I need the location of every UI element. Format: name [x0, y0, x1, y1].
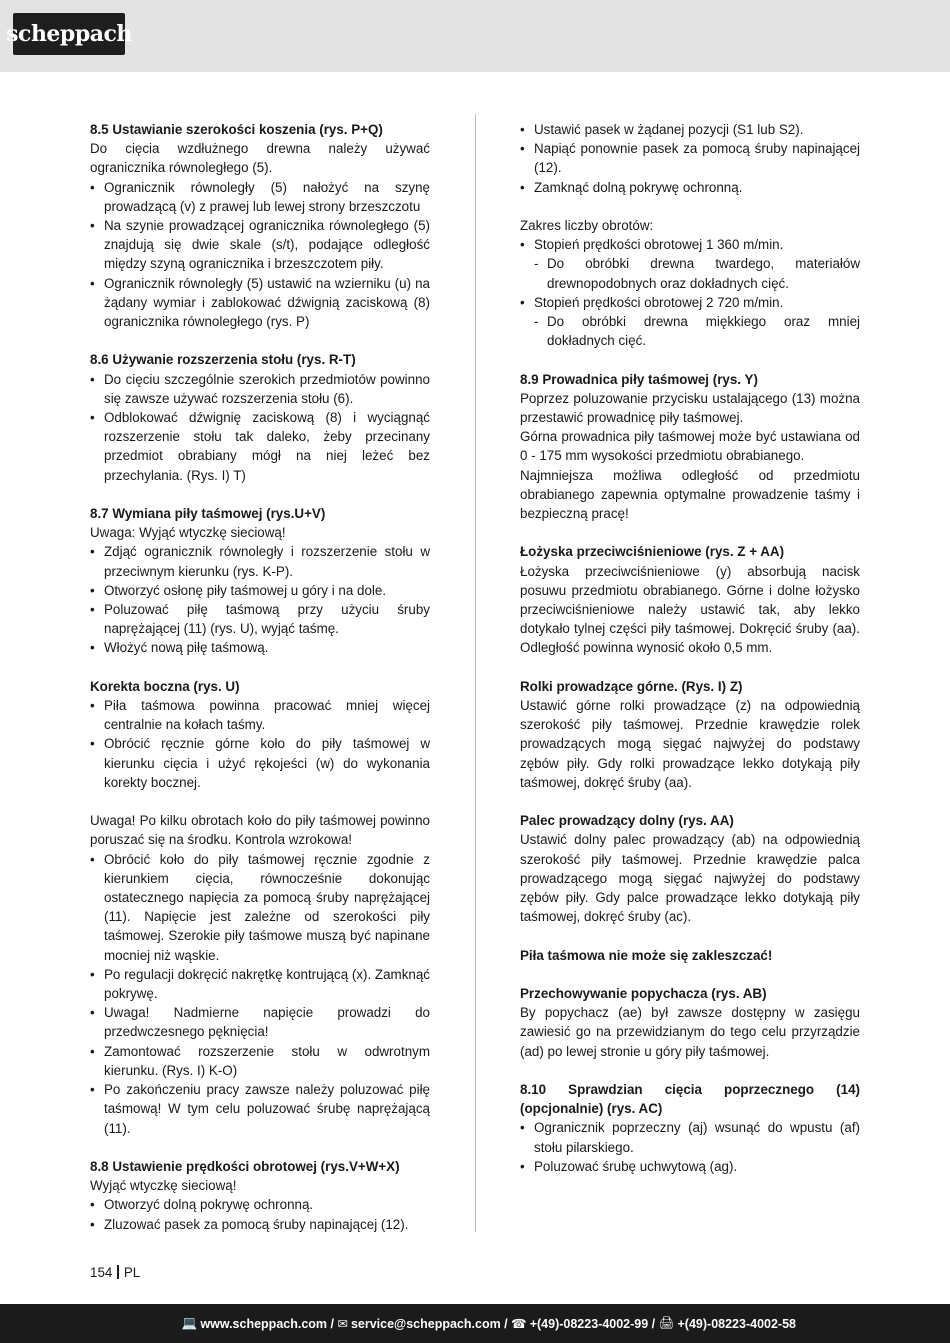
bullet-list-item: • Ogranicznik równoległy (5) ustawić na wzierniku (u) na żądany wymiar i zablokować dźwignią zaciskową (8) ogranicznika równoległego (rys. P) — [90, 274, 430, 332]
section-heading: Palec prowadzący dolny (rys. AA) — [520, 813, 734, 829]
page-language: PL — [123, 1265, 141, 1280]
footer-contact-bar: 💻 www.scheppach.com / ✉ service@scheppach.com / ☎ +(49)-08223-4002-99 / 🖨 +(49)-08223-4002-58 — [0, 1304, 950, 1343]
bullet-list-item: • Ustawić pasek w żądanej pozycji (S1 lub S2). — [520, 120, 860, 139]
bullet-list — [90, 850, 430, 1138]
footer-phone: +(49)-08223-4002-99 — [529, 1316, 649, 1331]
section-spacer — [520, 1061, 860, 1080]
section-heading: 8.8 Ustawienie prędkości obrotowej (rys.V+W+X) — [90, 1158, 400, 1174]
section-heading: Korekta boczna (rys. U) — [90, 678, 240, 694]
bullet-list-item: • Zamknąć dolną pokrywę ochronną. — [520, 178, 860, 197]
bullet-list-item: • Otworzyć osłonę piły taśmowej u góry i na dole. — [90, 581, 430, 600]
paragraph: By popychacz (ae) był zawsze dostępny w zasięgu zawiesić go na przewidzianym do tego celu przyrządzie (ad) po lewej stronie u góry piły taśmowej. — [520, 1005, 860, 1059]
bullet-list-item: • Poluzować śrubę uchwytową (ag). — [520, 1157, 860, 1176]
paragraph: Do cięcia wzdłużnego drewna należy używać ogranicznika równoległego (5). — [90, 141, 430, 176]
bullet-list — [520, 1118, 860, 1176]
left-column — [90, 120, 430, 1234]
page-separator — [117, 1265, 119, 1279]
section-heading: Łożyska przeciwciśnieniowe (rys. Z + AA) — [520, 544, 785, 560]
scheppach-logo: scheppach — [13, 13, 125, 55]
paragraph: Uwaga: Wyjąć wtyczkę sieciową! — [90, 525, 286, 541]
section-spacer — [90, 331, 430, 350]
bullet-list-item: • Odblokować dźwignię zaciskową (8) i wyciągnąć rozszerzenie stołu tak daleko, żeby przecinany przedmiot obrabiany mógł na niej leżeć bez przechylania. (Rys. I) T) — [90, 408, 430, 485]
paragraph: Wyjąć wtyczkę sieciową! — [90, 1178, 237, 1194]
bullet-list-item: • Otworzyć dolną pokrywę ochronną. — [90, 1195, 430, 1214]
bullet-list-item: • Zluzować pasek za pomocą śruby napinającej (12). — [90, 1215, 430, 1234]
section-spacer — [90, 1138, 430, 1157]
column-divider — [475, 114, 476, 1232]
bullet-list — [90, 696, 430, 792]
section-heading: Piła taśmowa nie może się zakleszczać! — [520, 947, 773, 963]
bullet-list-item: • Ogranicznik poprzeczny (aj) wsunąć do wpustu (af) stołu pilarskiego. — [520, 1118, 860, 1156]
section-spacer — [90, 792, 430, 811]
dash-list-item: - Do obróbki drewna twardego, materiałów drewnopodobnych oraz dokładnych cięć. — [520, 254, 860, 292]
bullet-list — [520, 235, 860, 350]
bullet-list — [520, 120, 860, 197]
bullet-list-item: • Stopień prędkości obrotowej 1 360 m/min. — [520, 235, 860, 254]
bullet-list — [90, 178, 430, 332]
section-heading: Rolki prowadzące górne. (Rys. I) Z) — [520, 678, 743, 694]
bullet-list — [90, 370, 430, 485]
bullet-list — [90, 1195, 430, 1233]
page-number — [90, 1265, 140, 1280]
phone-icon: ☎ — [511, 1317, 527, 1331]
bullet-list-item: • Piła taśmowa powinna pracować mniej więcej centralnie na kołach taśmy. — [90, 696, 430, 734]
paragraph: Ustawić górne rolki prowadzące (z) na odpowiednią szerokość piły taśmowej. Przednie krawędzie rolek prowadzących mogą sięgać najwyżej do podstawy zębów piły. Gdy rolki prowadzące lekko dotykają piły taśmowej, dokręć śruby (aa). — [520, 698, 860, 790]
monitor-icon: 💻 — [181, 1316, 198, 1330]
bullet-list-item: • Na szynie prowadzącej ogranicznika równoległego (5) znajdują się dwie skale (s/t), podające odległość między szyną ogranicznika i brzeszczotem piły. — [90, 216, 430, 274]
bullet-list-item: • Włożyć nową piłę taśmową. — [90, 638, 430, 657]
bullet-list-item: • Stopień prędkości obrotowej 2 720 m/min. — [520, 293, 860, 312]
section-spacer — [520, 792, 860, 811]
section-heading: 8.9 Prowadnica piły taśmowej (rys. Y) — [520, 371, 758, 387]
paragraph: Łożyska przeciwciśnieniowe (y) absorbują nacisk posuwu przedmiotu obrabianego. Górne i dolne łożysko przeciwciśnieniowe należy ustawić tak, aby lekko dotykało tylnej części piły taśmowej. Dokręcić śruby (aa). Odległość powinna wynosić około 0,5 mm. — [520, 563, 860, 656]
paragraph: Najmniejsza możliwa odległość od przedmiotu obrabianego zapewnia optymalne prowadzenie taśmy i bezpieczną pracę! — [520, 467, 860, 522]
section-spacer — [90, 658, 430, 677]
header-band — [0, 0, 950, 72]
bullet-list-item: • Obrócić ręcznie górne koło do piły taśmowej w kierunku cięcia i użyć rękojeści (w) do wykonania korekty bocznej. — [90, 734, 430, 792]
bullet-list-item: • Do cięciu szczególnie szerokich przedmiotów powinno się zawsze używać rozszerzenia stołu (6). — [90, 370, 430, 408]
section-spacer — [90, 485, 430, 504]
bullet-list-item: • Po zakończeniu pracy zawsze należy poluzować piłę taśmową! W tym celu poluzować śrubę naprężającą (11). — [90, 1080, 430, 1138]
paragraph: Górna prowadnica piły taśmowej może być ustawiana od 0 - 175 mm wysokości przedmiotu obrabianego. — [520, 429, 860, 464]
bullet-list-item: • Poluzować piłę taśmową przy użyciu śruby naprężającej (11) (rys. U), wyjąć taśmę. — [90, 600, 430, 638]
bullet-list-item: • Obrócić koło do piły taśmowej ręcznie zgodnie z kierunkiem cięcia, równocześnie dokonując ostatecznego napięcia za pomocą śruby naprężającej (11). Napięcie jest zależne od szerokości piły taśmowej. Szerokie piły taśmowe muszą być napinane mocniej niż wąskie. — [90, 850, 430, 965]
right-column — [520, 120, 860, 1176]
dash-list-item: - Do obróbki drewna miękkiego oraz mniej dokładnych cięć. — [520, 312, 860, 350]
page-number-value: 154 — [90, 1265, 113, 1280]
fax-icon: 🖨 — [658, 1316, 675, 1330]
section-heading: 8.7 Wymiana piły taśmowej (rys.U+V) — [90, 506, 326, 522]
bullet-list-item: • Zamontować rozszerzenie stołu w odwrotnym kierunku. (Rys. I) K-O) — [90, 1042, 430, 1080]
section-spacer — [520, 965, 860, 984]
section-heading: 8.10 Sprawdzian cięcia poprzecznego (14) (opcjonalnie) (rys. AC) — [520, 1082, 860, 1117]
bullet-list — [90, 542, 430, 657]
section-heading: 8.6 Używanie rozszerzenia stołu (rys. R-T) — [90, 352, 356, 368]
bullet-list-item: • Po regulacji dokręcić nakrętkę kontrującą (x). Zamknąć pokrywę. — [90, 965, 430, 1003]
section-spacer — [520, 350, 860, 369]
section-heading: 8.5 Ustawianie szerokości koszenia (rys. P+Q) — [90, 122, 383, 137]
section-spacer — [520, 658, 860, 677]
bullet-list-item: • Ogranicznik równoległy (5) nałożyć na szynę prowadzącą (v) z prawej lub lewej strony brzeszczotu — [90, 178, 430, 216]
email-icon: ✉ — [337, 1317, 348, 1331]
bullet-list-item: • Zdjąć ogranicznik równoległy i rozszerzenie stołu w przeciwnym kierunku (rys. K-P). — [90, 542, 430, 580]
paragraph: Uwaga! Po kilku obrotach koło do piły taśmowej powinno poruszać się na środku. Kontrola wzrokowa! — [90, 813, 430, 848]
section-spacer — [520, 523, 860, 542]
paragraph: Poprzez poluzowanie przycisku ustalającego (13) można przestawić prowadnicę piły taśmowej. — [520, 390, 860, 426]
section-heading: Przechowywanie popychacza (rys. AB) — [520, 986, 767, 1002]
bullet-list-item: • Uwaga! Nadmierne napięcie prowadzi do przedwczesnego pęknięcia! — [90, 1003, 430, 1041]
footer-fax: +(49)-08223-4002-58 — [677, 1316, 796, 1331]
section-spacer — [520, 197, 860, 216]
footer-email-link[interactable]: service@scheppach.com — [350, 1316, 501, 1331]
paragraph: Ustawić dolny palec prowadzący (ab) na odpowiednią szerokość piły taśmowej. Przednie krawędzie palca prowadzącego mogą sięgać najwyżej do podstawy zębów piły. Gdy palce prowadzące lekko dotykają piły taśmowej, dokręć śruby (ac). — [520, 832, 860, 925]
footer-website-link[interactable]: www.scheppach.com — [200, 1316, 328, 1331]
bullet-list-item: • Napiąć ponownie pasek za pomocą śruby napinającej (12). — [520, 139, 860, 177]
paragraph: Zakres liczby obrotów: — [520, 218, 654, 233]
section-spacer — [520, 926, 860, 945]
